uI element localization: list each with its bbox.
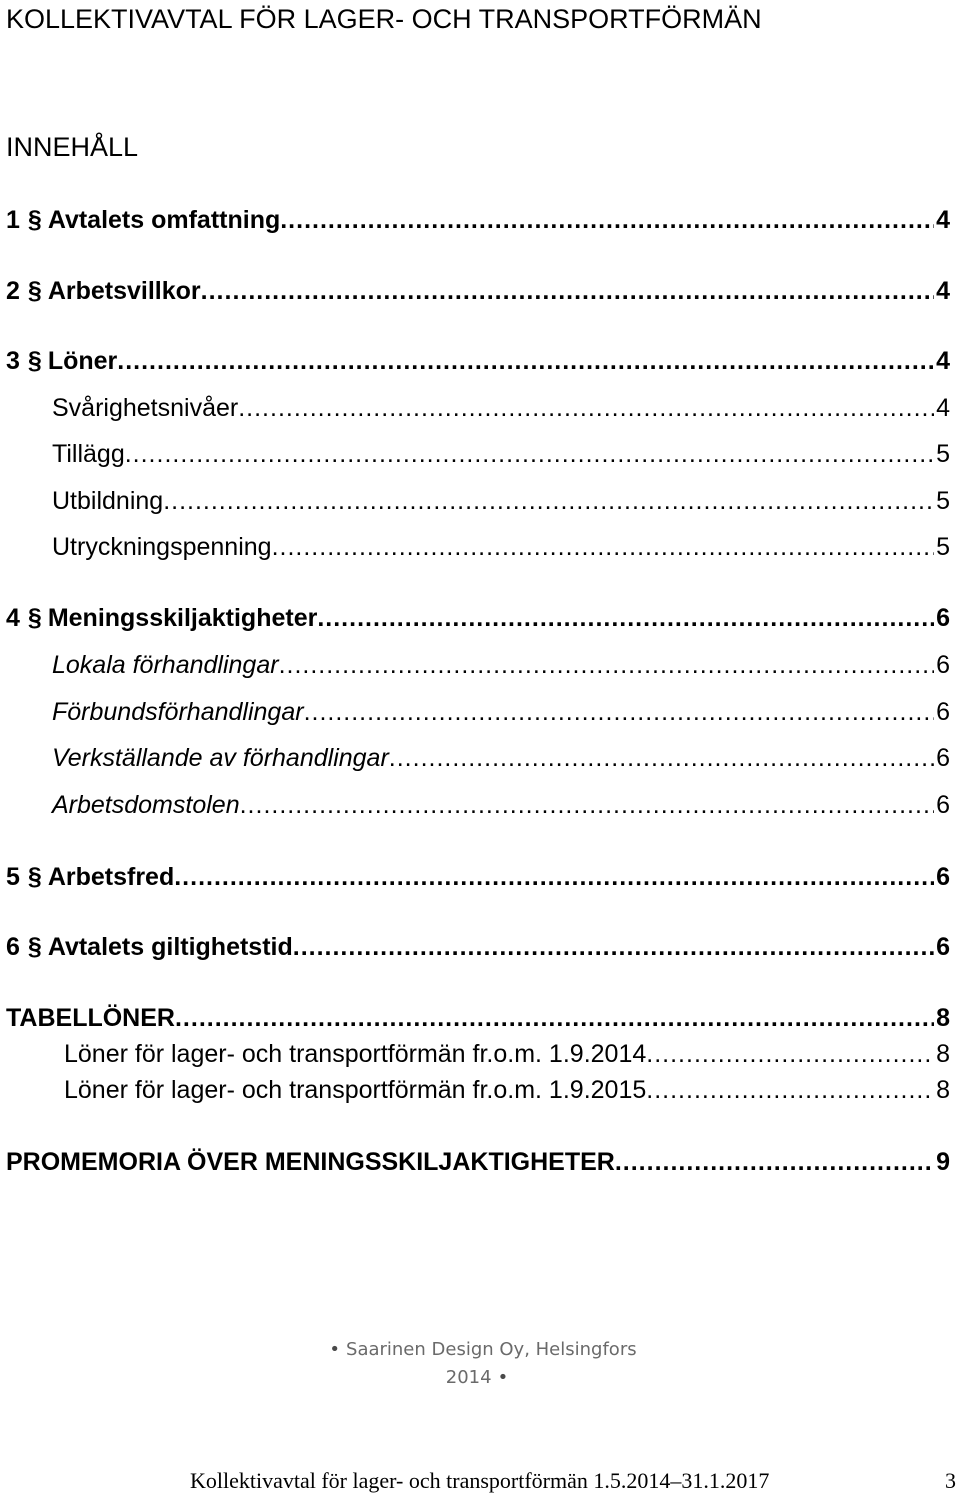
toc-entry-label: Löner för lager- och transportförmän fr.o.m. 1.9.2014 [64,1040,647,1068]
dot-leader [125,438,934,470]
section-sign: § [27,206,42,234]
toc-page-number: 6 [936,744,950,772]
section-title: Meningsskiljaktigheter [47,604,318,632]
toc-page-number: 5 [936,440,950,468]
toc-entry-label [6,861,174,893]
toc-page-number: 5 [936,487,950,515]
toc-page-number: 6 [936,863,950,891]
toc-page-number: 6 [936,791,950,819]
toc-entry-utbildning[interactable] [52,485,950,517]
toc-heading: INNEHÅLL [6,132,139,162]
section-sign: § [27,347,42,375]
dot-leader [646,1038,934,1070]
toc-page-number: 6 [936,604,950,632]
dot-leader [304,696,935,728]
dot-leader [615,1146,934,1178]
footer-document-label: Kollektivavtal för lager- och transportförmän 1.5.2014–31.1.2017 [190,1468,770,1493]
toc-page-number: 5 [936,533,950,561]
dot-leader [317,602,934,634]
publisher-line [0,1336,960,1364]
toc-entry-arbetsdomstolen[interactable] [52,789,950,821]
toc-entry-tillagg[interactable] [52,438,950,470]
bullet-icon: • [497,1367,509,1388]
section-sign: § [27,863,42,891]
publication-year: 2014 [445,1367,492,1388]
dot-leader [238,392,934,424]
toc-entry-label [6,931,293,963]
toc-entry-label: TABELLÖNER [6,1004,175,1032]
dot-leader [163,485,934,517]
dot-leader [389,742,934,774]
toc-entry-label: Tillägg [52,440,125,468]
toc-entry-label [6,602,317,634]
toc-page-number: 6 [936,698,950,726]
toc-page-number: 4 [936,206,950,234]
section-title: Arbetsvillkor [47,277,201,305]
toc-entry-loner-2015[interactable] [64,1074,950,1106]
toc-page-number: 8 [936,1004,950,1032]
section-title: Avtalets omfattning [47,206,281,234]
toc-page-number: 9 [936,1148,950,1176]
publisher-name: Saarinen Design Oy, Helsingfors [346,1339,637,1360]
section-number: 1 [6,206,20,234]
toc-entry-utryckningspenning[interactable] [52,531,950,563]
toc-entry-forbundsforhandlingar[interactable] [52,696,950,728]
toc-entry-label [6,275,201,307]
toc-entry-label: Utbildning [52,487,164,515]
dot-leader [175,1002,934,1034]
section-sign: § [27,604,42,632]
toc-page-number: 4 [936,394,950,422]
page-number: 3 [945,1468,956,1493]
toc-page-number: 4 [936,277,950,305]
toc-entry-verkstallande-av-forhandlingar[interactable] [52,742,950,774]
publisher-year-line [0,1364,960,1392]
toc-entry-label: Löner för lager- och transportförmän fr.o.m. 1.9.2015 [64,1076,647,1104]
dot-leader [201,275,934,307]
toc-entry-label: Lokala förhandlingar [52,651,279,679]
toc-entry-loner-2014[interactable] [64,1038,950,1070]
toc-entry-label: Svårighetsnivåer [52,394,239,422]
publisher-imprint [0,1336,960,1392]
toc-entry-tabelloner[interactable] [6,1002,950,1034]
section-sign: § [27,933,42,961]
toc-page-number: 6 [936,933,950,961]
section-title: Avtalets giltighetstid [47,933,293,961]
section-title: Löner [47,347,118,375]
section-number: 5 [6,863,20,891]
toc-entry-arbetsvillkor[interactable] [6,275,950,307]
toc-entry-promemoria[interactable] [6,1146,950,1178]
document-title: KOLLEKTIVAVTAL FÖR LAGER- OCH TRANSPORTFÖRMÄN [6,4,762,34]
section-sign: § [27,277,42,305]
toc-page-number: 8 [936,1040,950,1068]
toc-entry-label: Verkställande av förhandlingar [52,744,389,772]
toc-entry-svarighetsnivaer[interactable] [52,392,950,424]
section-number: 2 [6,277,20,305]
dot-leader [174,861,934,893]
toc-entry-label: Förbundsförhandlingar [52,698,304,726]
toc-entry-arbetsfred[interactable] [6,861,950,893]
dot-leader [272,531,935,563]
toc-entry-meningsskiljaktigheter[interactable] [6,602,950,634]
dot-leader [280,204,934,236]
dot-leader [117,345,934,377]
toc-entry-loner[interactable] [6,345,950,377]
toc-entry-label [6,345,117,377]
toc-entry-label: Arbetsdomstolen [52,791,240,819]
section-number: 4 [6,604,20,632]
toc-entry-avtalets-giltighetstid[interactable] [6,931,950,963]
dot-leader [279,649,935,681]
dot-leader [240,789,934,821]
dot-leader [293,931,934,963]
toc-page-number: 8 [936,1076,950,1104]
toc-entry-label: Utryckningspenning [52,533,272,561]
toc-entry-avtalets-omfattning[interactable] [6,204,950,236]
section-number: 6 [6,933,20,961]
section-number: 3 [6,347,20,375]
section-title: Arbetsfred [47,863,175,891]
toc-entry-lokala-forhandlingar[interactable] [52,649,950,681]
toc-page-number: 4 [936,347,950,375]
bullet-icon: • [329,1339,341,1360]
dot-leader [646,1074,934,1106]
toc-entry-label: PROMEMORIA ÖVER MENINGSSKILJAKTIGHETER [6,1148,615,1176]
toc-page-number: 6 [936,651,950,679]
toc-entry-label [6,204,280,236]
